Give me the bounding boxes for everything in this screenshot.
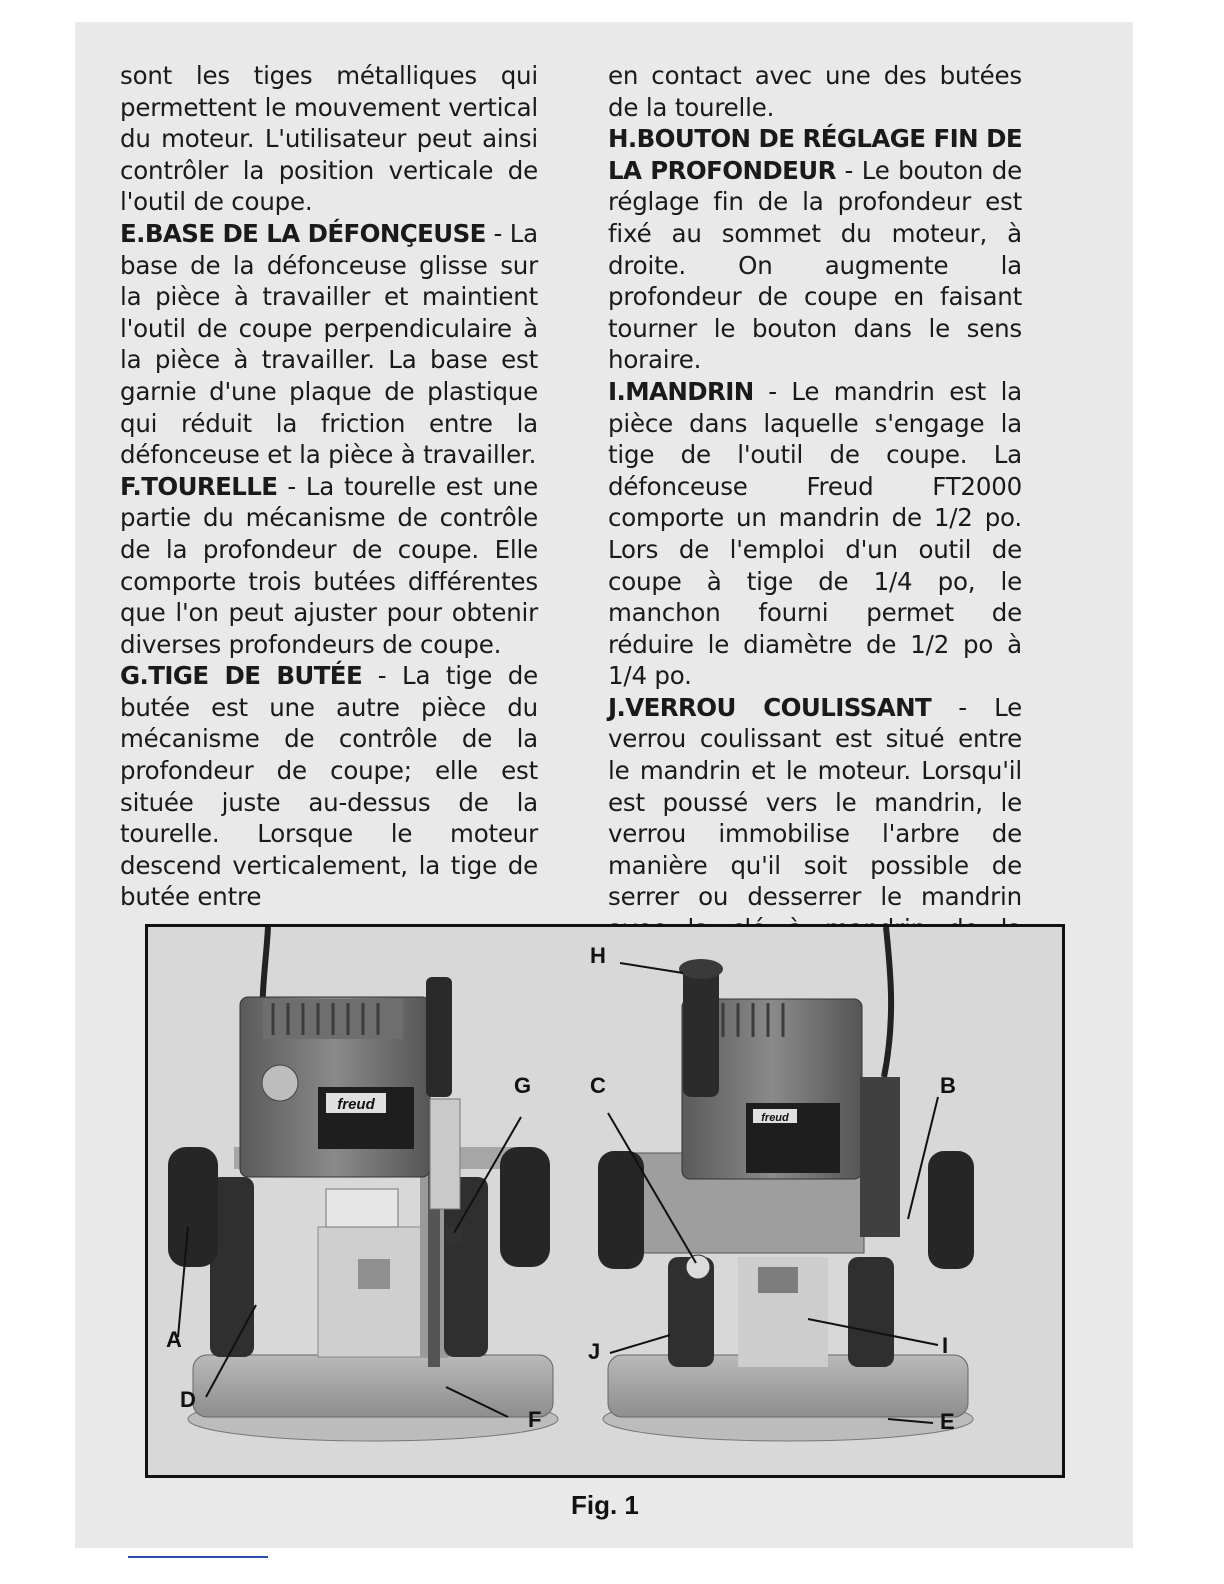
brand-logo-front: freud [337, 1096, 375, 1113]
callout-c: C [590, 1073, 606, 1098]
figure-caption: Fig. 1 [571, 1490, 639, 1520]
footer-rule [128, 1556, 268, 1558]
body-e: - La base de la défonceuse glisse sur la pièce à travailler et maintient l'outil de coupe perpendiculaire à la pièce à travailler. La base est garnie d'une plaque de plastique qui réduit la friction entre la défonceuse et la pièce à travailler. [120, 218, 538, 470]
brand-logo-side: freud [761, 1112, 789, 1124]
body-i: - Le mandrin est la pièce dans laquelle s'engage la tige de l'outil de coupe. La défonceuse Freud FT2000 comporte un mandrin de 1/2 po. Lors de l'emploi d'un outil de coupe à tige de 1/4 po, le manchon fourni permet de réduire le diamètre de 1/2 po à 1/4 po. [608, 376, 1022, 691]
paragraph-i [608, 376, 1022, 692]
callout-a: A [166, 1327, 182, 1352]
heading-h: H.BOUTON DE RÉGLAGE FIN DE LA PROFONDEUR [608, 124, 1022, 185]
paragraph-d-continued: sont les tiges métalliques qui permettent le mouvement vertical du moteur. L'utilisateur peut ainsi contrôler la position verticale de l'outil de coupe. [120, 61, 538, 217]
callout-j: J [588, 1339, 601, 1364]
heading-g: G.TIGE DE BUTÉE [120, 661, 363, 691]
heading-f: F.TOURELLE [120, 471, 278, 501]
callout-h: H [590, 943, 606, 968]
callout-f: F [528, 1407, 542, 1432]
callout-e: E [940, 1409, 955, 1434]
right-text-column [608, 60, 1022, 976]
router-photo-figure [145, 924, 1065, 1478]
callout-b: B [940, 1073, 956, 1098]
body-h: - Le bouton de réglage fin de la profondeur est fixé au sommet du moteur, à droite. On augmente la profondeur de coupe en faisant tourner le bouton dans le sens horaire. [608, 155, 1022, 375]
paragraph-g-continued: en contact avec une des butées de la tourelle. [608, 61, 1022, 122]
body-f: - La tourelle est une partie du mécanisme de contrôle de la profondeur de coupe. Elle comporte trois butées différentes que l'on peut ajuster pour obtenir diverses profondeurs de coupe. [120, 471, 538, 659]
left-text-column [120, 60, 538, 913]
router-photo-illustration [148, 927, 1062, 1475]
heading-i: I.MANDRIN [608, 376, 754, 406]
paragraph-f [120, 471, 538, 661]
callout-g: G [514, 1073, 532, 1098]
callout-d: D [180, 1387, 196, 1412]
paragraph-g [120, 660, 538, 913]
callout-i: I [942, 1333, 949, 1358]
paragraph-e [120, 218, 538, 471]
body-g: - La tige de butée est une autre pièce du mécanisme de contrôle de la profondeur de coupe; elle est située juste au-dessus de la tourelle. Lorsque le moteur descend verticalement, la tige de butée entre [120, 661, 538, 912]
paragraph-h [608, 123, 1022, 376]
heading-e: E.BASE DE LA DÉFONÇEUSE [120, 218, 486, 248]
heading-j: J.VERROU COULISSANT [608, 692, 932, 722]
body-j: - Le verrou coulissant est situé entre le mandrin et le moteur. Lorsqu'il est poussé vers le mandrin, le verrou immobilise l'arbre de manière qu'il soit possible de serrer ou desserrer le mandrin [608, 692, 1022, 912]
